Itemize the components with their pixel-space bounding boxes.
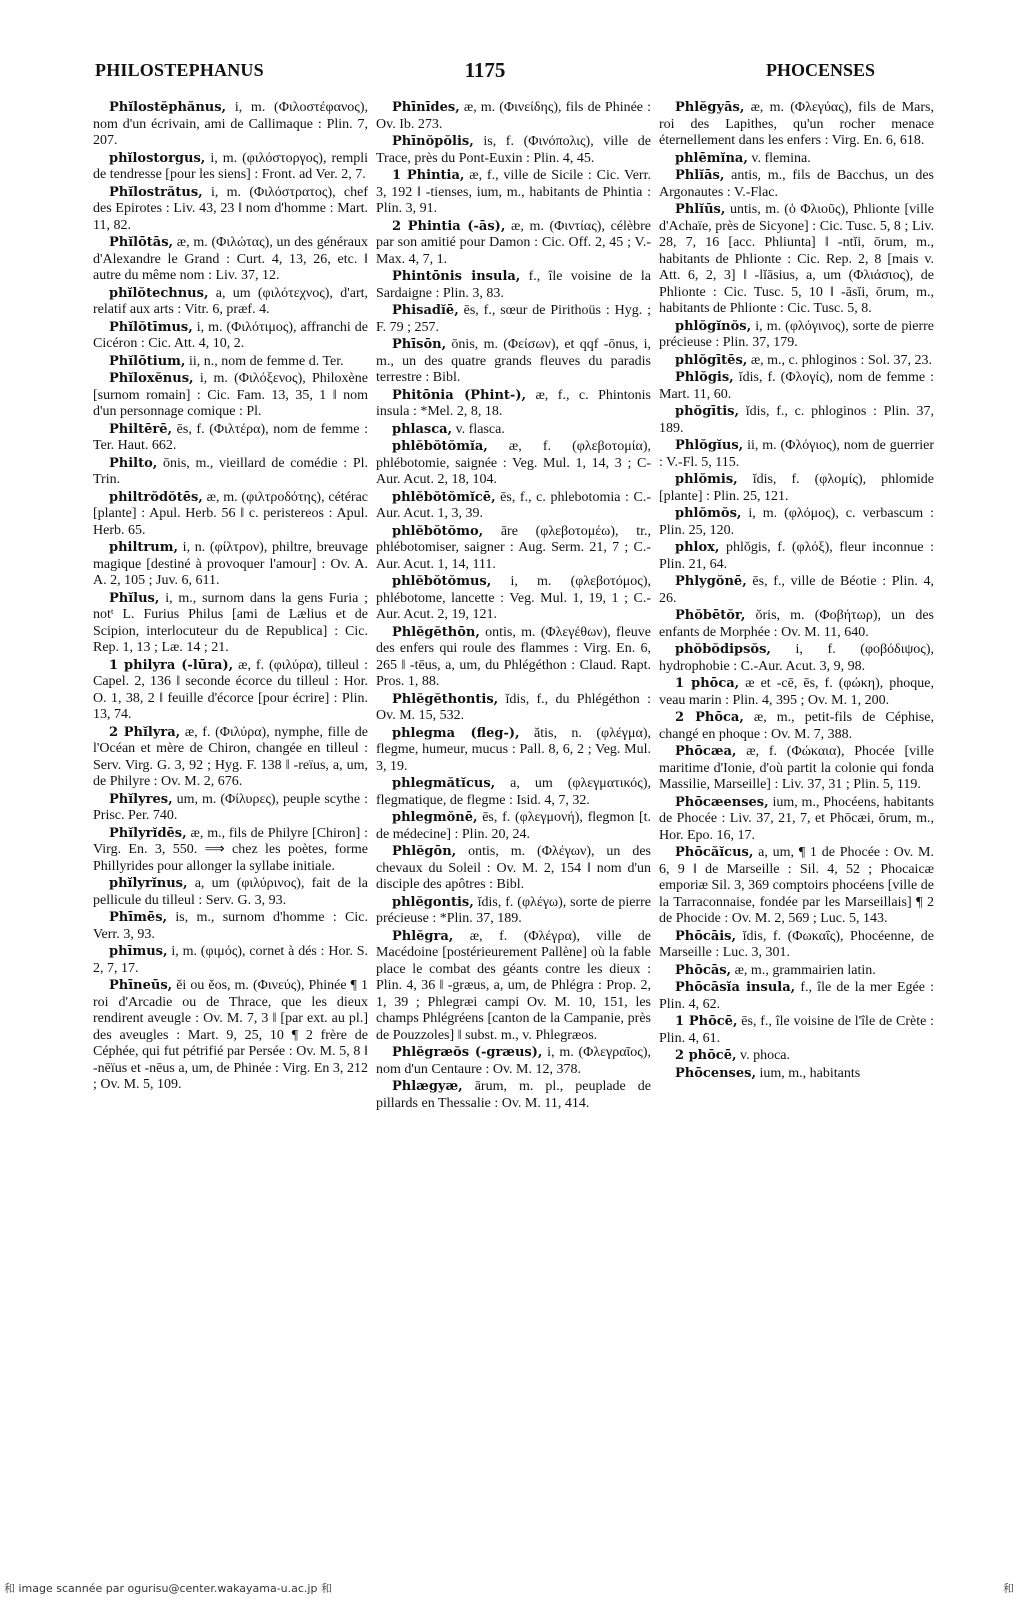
dictionary-entry — [376, 168, 651, 218]
dictionary-entry — [376, 625, 651, 691]
dictionary-entry — [376, 1079, 651, 1112]
dictionary-entry — [659, 472, 934, 505]
entry-definition: ēs, f. (Φιλτέρα), nom de femme : Ter. Haut. 662. — [93, 421, 368, 453]
dictionary-entry — [376, 269, 651, 302]
scan-credit-text: 和 image scannée par ogurisu@center.wakayama-u.ac.jp 和 — [4, 1582, 332, 1595]
dictionary-entry — [376, 810, 651, 843]
entry-definition: ēs, f., c. phlebotomia : C.-Aur. Acut. 1, 3, 39. — [376, 489, 651, 521]
entry-definition: is, f. (Φινόπολις), ville de Trace, près du Pont-Euxin : Plin. 4, 45. — [376, 134, 651, 166]
entry-headword: 1 philyra (-lūra), — [109, 657, 234, 673]
dictionary-entry — [376, 439, 651, 489]
entry-definition: ĭdis, f. (φλέγω), sorte de pierre précieuse : *Plin. 37, 189. — [376, 894, 651, 926]
entry-headword: phlox, — [675, 540, 720, 555]
entry-headword: Phīmēs, — [109, 910, 168, 925]
entry-headword: 1 Phintia, — [392, 168, 465, 183]
dictionary-entry — [659, 319, 934, 352]
entry-headword: Phlĕgĕthontis, — [392, 691, 499, 707]
dictionary-entry — [93, 456, 368, 489]
entry-definition: a, um (φιλύρινος), fait de la pellicule du tilleul : Serv. G. 3, 93. — [93, 876, 368, 908]
dictionary-entry — [659, 100, 934, 150]
entry-definition: a, um (φιλότεχνος), d'art, relatif aux arts : Vitr. 6, præf. 4. — [93, 285, 368, 317]
entry-headword: Phōcāis, — [675, 928, 737, 944]
entry-headword: Phĭlostrătus, — [109, 184, 203, 200]
entry-definition: ontis, m. (Φλέγων), un des chevaux du Soleil : Ov. M. 2, 154 ‖ nom d'un disciple des apôtres : Bibl. — [376, 844, 651, 892]
entry-headword: Phlĕgræŏs (-græus), — [392, 1045, 543, 1060]
entry-headword: 2 Phōca, — [675, 710, 744, 725]
entry-definition: ium, m., habitants — [755, 1065, 861, 1081]
header-first-word: PHILOSTEPHANUS — [95, 60, 264, 80]
entry-definition: i, m. (φλόγινος), sorte de pierre précieuse : Plin. 37, 179. — [659, 318, 934, 350]
column-2 — [376, 100, 651, 1540]
entry-headword: phlĕgontis, — [392, 894, 474, 910]
entry-headword: Phīnŏpŏlis, — [392, 134, 474, 149]
entry-definition: æ, m. (Φιλώτας), un des généraux d'Alexandre le Grand : Curt. 4, 13, 26, etc. ‖ autre du même nom : Liv. 37, 12. — [93, 235, 368, 283]
entry-headword: Phōcāsĭa insula, — [675, 980, 796, 995]
dictionary-entry — [93, 658, 368, 724]
entry-headword: Phōcenses, — [675, 1065, 756, 1081]
entry-definition: æ, m. (Φινείδης), fils de Phinée : Ov. Ib. 273. — [376, 100, 651, 132]
dictionary-entry — [93, 151, 368, 184]
entry-definition: ii, n., nom de femme d. Ter. — [185, 353, 344, 369]
dictionary-entry — [659, 540, 934, 573]
entry-definition: a, um, ¶ 1 de Phocée : Ov. M. 6, 9 ‖ de Marseille : Sil. 4, 52 ; Phocaicæ emporiæ Sil. 3, 369 comptoirs phocéens [ville de la Tarraconnaise, fondée par les Marseillais] ¶ 2 de Phocide : Ov. M. 2, 569 ; Luc. 5, 143. — [659, 845, 934, 926]
entry-definition: ĕi ou ĕos, m. (Φινεύς), Phinée ¶ 1 roi d'Arcadie ou de Thrace, que les dieux rendirent aveugle : Ov. M. 7, 3 ‖ [par ext. au pl.] des aveugles : Mart. 9, 25, 10 ¶ 2 frère de Céphée, qui fut pétrifié par Persée : Ov. M. 5, 8 ‖ -nēïus et -nēus a, um, de Phinée : Virg. En 3, 212 ; Ov. M. 5, 109. — [93, 978, 368, 1092]
dictionary-entry — [376, 1045, 651, 1078]
entry-headword: phlĕbŏtŏmĭa, — [392, 439, 488, 454]
entry-headword: 2 Phĭlyra, — [109, 724, 181, 740]
entry-definition: i, m. (φιλόστοργος), rempli de tendresse [pour les siens] : Front. ad Ver. 2, 7. — [93, 150, 368, 182]
entry-definition: ēs, f., sœur de Pirithoüs : Hyg. ; F. 79 ; 257. — [376, 303, 651, 335]
dictionary-entry — [376, 692, 651, 725]
entry-definition: æ, m. (Φλεγύας), fils de Mars, roi des Lapithes, qu'un rocher menace éternellement dans les enfers : Virg. En. 6, 618. — [659, 100, 934, 148]
dictionary-entry — [93, 826, 368, 876]
column-3 — [659, 100, 934, 1540]
entry-definition: v. flemina. — [747, 150, 811, 166]
dictionary-entry — [659, 1048, 934, 1065]
entry-headword: Phlĭūs, — [675, 202, 726, 217]
dictionary-entry — [376, 134, 651, 167]
dictionary-entry — [659, 676, 934, 709]
entry-definition: i, n. (φίλτρον), philtre, breuvage magique [destiné à provoquer l'amour] : Ov. A. A. 2, 105 ; Juv. 6, 611. — [93, 540, 368, 588]
entry-headword: phĭlyrĭnus, — [109, 876, 188, 891]
entry-headword: Phĭlŏtīmus, — [109, 319, 193, 335]
entry-definition: v. phoca. — [736, 1048, 791, 1063]
entry-definition: i, f. (φοβόδιψος), hydrophobie : C.-Aur. Acut. 3, 9, 98. — [659, 642, 934, 674]
entry-headword: phlegmŏnē, — [392, 810, 478, 825]
entry-headword: phlegma (fleg-), — [392, 725, 520, 741]
entry-headword: Phlŏgis, — [675, 370, 734, 385]
entry-headword: Phĭlus, — [109, 590, 160, 606]
dictionary-entry — [376, 574, 651, 624]
entry-definition: phlŏgis, f. (φλόξ), fleur inconnue : Plin. 21, 64. — [659, 540, 934, 572]
dictionary-entry — [659, 710, 934, 743]
entry-definition: æ, f. (φιλύρα), tilleul : Capel. 2, 136 ‖ seconde écorce du tilleul : Hor. O. 1, 38, 2 ‖ feuille d'écorce [pour écrire] : Plin. 13, 74. — [93, 657, 368, 722]
entry-headword: phlēmĭna, — [675, 150, 748, 166]
entry-headword: phlĕbŏtŏmĭcē, — [392, 489, 496, 505]
entry-definition: f., île de la mer Egée : Plin. 4, 62. — [659, 980, 934, 1012]
entry-definition: ĭdis, f. (Φλογίς), nom de femme : Mart. 11, 60. — [659, 370, 934, 402]
entry-definition: æ, f. (Φλέγρα), ville de Macédoine [postérieurement Pallène] où la fable place le combat des géants contre les dieux : Plin. 4, 36 ‖ -græus, a, um, de Phlégra : Prop. 2, 1, 39 ; Phlegræi campi Ov. M. 10, 151, les champs Phlégréens [canton de la Campanie, près de Pouzzoles] ‖ subst. m., v. Phlegræos. — [376, 928, 651, 1043]
entry-headword: 2 Phintia (-ās), — [392, 218, 506, 234]
entry-headword: Phĭlōtās, — [109, 235, 174, 250]
entry-headword: phlegmătĭcus, — [392, 776, 496, 791]
dictionary-entry — [93, 185, 368, 235]
entry-headword: Phisadĭē, — [392, 303, 459, 318]
dictionary-entry — [93, 876, 368, 909]
dictionary-entry — [376, 337, 651, 387]
entry-headword: phŏgītis, — [675, 404, 740, 419]
entry-headword: 2 phōcē, — [675, 1048, 737, 1063]
entry-headword: philtrŏdŏtēs, — [109, 489, 203, 505]
entry-headword: philtrum, — [109, 540, 179, 555]
dictionary-entry — [659, 929, 934, 962]
entry-definition: ōnis, m. (Φείσων), et qqf -ōnus, i, m., un des quatre grands fleuves du paradis terrestre : Bibl. — [376, 337, 651, 385]
entry-definition: i, m. (Φλεγραῖος), nom d'un Centaure : Ov. M. 12, 378. — [376, 1045, 651, 1077]
dictionary-entry — [93, 591, 368, 657]
dictionary-entry — [93, 725, 368, 791]
entry-definition: ium, m., Phocéens, habitants de Phocée : Liv. 37, 21, 7, et Phōcæi, ōrum, m., Hor. Epo. 16, 17. — [659, 794, 934, 843]
entry-headword: phlŏmis, — [675, 472, 738, 487]
entry-definition: ēs, f., île voisine de l'île de Crète : Plin. 4, 61. — [659, 1014, 934, 1046]
entry-headword: Phōcæa, — [675, 744, 737, 759]
entry-definition: ārum, m. pl., peuplade de pillards en Thessalie : Ov. M. 11, 414. — [376, 1079, 651, 1111]
dictionary-entry — [93, 422, 368, 455]
entry-definition: æ, m. (Φιντίας), célèbre par son amitié pour Damon : Cic. Off. 2, 45 ; V.-Max. 4, 7, 1. — [376, 218, 651, 267]
dictionary-entry — [659, 845, 934, 928]
scan-credit-mark: 和 — [1003, 1582, 1014, 1595]
entry-definition: untis, m. (ὁ Φλιοῦς), Phlionte [ville d'Achaïe, près de Sicyone] : Cic. Tusc. 5, 8 ; Liv. 28, 7, 16 [acc. Phliunta] ‖ -ntĭi, ōrum, m., habitants de Phlionte : Cic. Rep. 2, 8 [mais v. Att. 6, 2, 3] ‖ -lĭāsius, a, um (Φλιάσιος), de Phlionte : Cic. Tusc. 5, 10 ‖ -āsĭi, ōrum, m., habitants de Phlionte : Cic. Tusc. 5, 8. — [659, 202, 934, 316]
entry-headword: Phōcăĭcus, — [675, 845, 754, 860]
entry-definition: i, m. (φιμός), cornet à dés : Hor. S. 2, 7, 17. — [93, 944, 368, 976]
entry-definition: ĭdis, f., du Phlégéthon : Ov. M. 15, 532. — [376, 691, 651, 723]
dictionary-entry — [659, 151, 934, 168]
entry-headword: Phlĭās, — [675, 168, 725, 183]
entry-definition: æ, f. (φλεβοτομία), phlébotomie, saignée : Veg. Mul. 1, 14, 3 ; C-Aur. Acut. 2, 18, 104. — [376, 439, 651, 487]
page-number: 1175 — [464, 58, 506, 82]
entry-definition: i, m., surnom dans la gens Furia ; notᵗ L. Furius Philus [ami de Lælius et de Scipion, interlocuteur du de Republica] : Cic. Rep. 1, 13 ; Læ. 14 ; 21. — [93, 590, 368, 655]
entry-definition: f., île voisine de la Sardaigne : Plin. 3, 83. — [376, 269, 651, 301]
scan-credit-footer — [4, 1580, 1020, 1598]
dictionary-entry — [376, 422, 651, 439]
entry-definition: ontis, m. (Φλεγέθων), fleuve des enfers qui roule des flammes : Virg. En. 6, 265 ‖ -tēus, a, um, du Phlégéthon : Claud. Rapt. Pros. 1, 88. — [376, 624, 651, 689]
dictionary-entry — [376, 100, 651, 133]
entry-headword: Philto, — [109, 455, 158, 471]
entry-definition: i, m. (Φιλοστέφανος), nom d'un écrivain, ami de Callimaque : Plin. 7, 207. — [93, 100, 368, 148]
dictionary-entry — [376, 388, 651, 421]
dictionary-columns — [93, 100, 953, 1540]
entry-definition: ōnis, m., vieillard de comédie : Pl. Trin. — [93, 455, 368, 487]
entry-definition: æ, m., c. phloginos : Sol. 37, 23. — [747, 352, 933, 368]
dictionary-entry — [659, 608, 934, 641]
entry-definition: æ et -cē, ēs, f. (φώκη), phoque, veau marin : Plin. 4, 395 ; Ov. M. 1, 200. — [659, 676, 934, 708]
entry-headword: phlŏgītēs, — [675, 352, 748, 368]
column-1 — [93, 100, 368, 1540]
dictionary-entry — [376, 929, 651, 1045]
entry-definition: æ, m., petit-fils de Céphise, changé en phoque : Ov. M. 7, 388. — [659, 710, 934, 742]
dictionary-entry — [659, 980, 934, 1013]
entry-definition: ēs, f. (φλεγμονή), flegmon [t. de médecine] : Plin. 20, 24. — [376, 810, 651, 842]
entry-definition: ĭdis, f., c. phloginos : Plin. 37, 189. — [659, 404, 934, 436]
entry-headword: Phīsōn, — [392, 337, 447, 352]
entry-headword: Phlĕgyās, — [675, 100, 745, 115]
entry-definition: i, m. (Φιλόξενος), Philoxène [surnom romain] : Cic. Fam. 13, 35, 1 ‖ nom d'un personnage comique : Pl. — [93, 371, 368, 419]
entry-definition: æ, f. (Φώκαια), Phocée [ville maritime d'Ionie, d'où partit la colonie qui fonda Massilie, Marseille] : Liv. 37, 31 ; Plin. 5, 119. — [659, 744, 934, 792]
dictionary-entry — [376, 895, 651, 928]
dictionary-entry — [93, 371, 368, 421]
entry-definition: ēs, f., ville de Béotie : Plin. 4, 26. — [659, 574, 934, 606]
entry-definition: i, m. (Φιλόστρατος), chef des Epirotes : Liv. 43, 23 ‖ nom d'homme : Mart. 11, 82. — [93, 184, 368, 233]
dictionary-entry — [659, 168, 934, 201]
entry-headword: Phlægyæ, — [392, 1079, 463, 1094]
entry-definition: v. flasca. — [452, 421, 505, 437]
dictionary-entry — [659, 963, 934, 980]
entry-headword: phīmus, — [109, 944, 168, 959]
dictionary-entry — [659, 744, 934, 794]
dictionary-entry — [93, 910, 368, 943]
dictionary-entry — [376, 726, 651, 776]
entry-definition: ĭdis, f. (φλομίς), phlomide [plante] : Plin. 25, 121. — [659, 472, 934, 504]
entry-definition: i, m. (φλεβοτόμος), phlébotome, lancette : Veg. Mul. 1, 19, 1 ; C.-Aur. Acut. 2, 19, 121. — [376, 574, 651, 622]
entry-headword: Phĭlyrĭdēs, — [109, 825, 187, 841]
entry-headword: Phlygŏnē, — [675, 574, 747, 589]
entry-headword: phlŏgĭnŏs, — [675, 318, 752, 334]
entry-headword: phĭlŏtechnus, — [109, 285, 209, 301]
entry-headword: Phlĕgra, — [392, 928, 454, 944]
entry-definition: æ, m., fils de Philyre [Chiron] : Virg. En. 3, 550. ⟹ chez les poètes, forme Phillyrides pour allonger la syllabe initiale. — [93, 825, 368, 874]
entry-headword: Phintōnis insula, — [392, 269, 521, 284]
entry-headword: phlĕbŏtŏmo, — [392, 523, 484, 539]
dictionary-entry — [376, 844, 651, 894]
dictionary-entry — [376, 490, 651, 523]
dictionary-entry — [93, 100, 368, 150]
entry-definition: a, um (φλεγματικός), flegmatique, de flegme : Isid. 4, 7, 32. — [376, 776, 651, 808]
dictionary-entry — [93, 944, 368, 977]
dictionary-entry — [93, 320, 368, 353]
entry-definition: æ, f. (Φιλύρα), nymphe, fille de l'Océan et mère de Chiron, changée en tilleul : Serv. Virg. G. 3, 92 ; Hyg. F. 138 ‖ -reïus, a, um, de Philyre : Ov. M. 2, 676. — [93, 724, 368, 789]
dictionary-entry — [93, 540, 368, 590]
entry-headword: Phĭlyres, — [109, 791, 173, 807]
dictionary-entry — [659, 404, 934, 437]
dictionary-entry — [93, 354, 368, 371]
entry-definition: æ, f., ville de Sicile : Cic. Verr. 3, 192 ‖ -tienses, ium, m., habitants de Phintia : Plin. 3, 91. — [376, 168, 651, 216]
dictionary-entry — [659, 506, 934, 539]
dictionary-entry — [659, 795, 934, 845]
dictionary-entry — [659, 202, 934, 318]
entry-headword: phlĕbŏtŏmus, — [392, 574, 492, 589]
page-header — [95, 60, 875, 88]
entry-headword: Phitōnia (Phint-), — [392, 387, 526, 403]
entry-definition: æ, m., grammairien latin. — [731, 962, 876, 978]
entry-headword: phlŏmŏs, — [675, 506, 742, 521]
entry-headword: Phŏbētŏr, — [675, 608, 746, 623]
entry-headword: Phĭloxĕnus, — [109, 371, 194, 386]
entry-headword: Phĭlostĕphănus, — [109, 100, 227, 115]
entry-definition: ătis, n. (φλέγμα), flegme, humeur, mucus : Pall. 8, 6, 2 ; Veg. Mul. 3, 19. — [376, 725, 651, 774]
dictionary-entry — [659, 370, 934, 403]
header-last-word: PHOCENSES — [765, 60, 875, 80]
entry-definition: ĭdis, f. (Φωκαΐς), Phocéenne, de Marseille : Luc. 3, 301. — [659, 928, 934, 960]
dictionary-entry — [659, 353, 934, 370]
entry-definition: um, m. (Φίλυρες), peuple scythe : Prisc. Per. 740. — [93, 791, 368, 823]
entry-headword: Phōcās, — [675, 962, 732, 978]
entry-headword: Phĭlōtium, — [109, 353, 186, 369]
entry-headword: phlasca, — [392, 421, 453, 437]
entry-headword: phĭlostorgus, — [109, 150, 206, 166]
entry-headword: Phīnīdes, — [392, 100, 460, 115]
entry-definition: antis, m., fils de Bacchus, un des Argonautes : V.-Flac. — [659, 168, 934, 200]
dictionary-entry — [376, 776, 651, 809]
dictionary-entry — [659, 1014, 934, 1047]
dictionary-entry — [659, 1066, 934, 1083]
entry-definition: āre (φλεβοτομέω), tr., phlébotomiser, saigner : Aug. Serm. 21, 7 ; C.-Aur. Acut. 1, 14, 111. — [376, 523, 651, 572]
entry-headword: Philtērē, — [109, 421, 173, 437]
entry-headword: Phīneūs, — [109, 978, 173, 993]
entry-headword: Phlŏgĭus, — [675, 438, 744, 453]
entry-definition: is, m., surnom d'homme : Cic. Verr. 3, 93. — [93, 910, 368, 942]
dictionary-entry — [659, 574, 934, 607]
entry-headword: phŏbŏdipsŏs, — [675, 642, 771, 657]
dictionary-entry — [376, 219, 651, 269]
entry-headword: Phōcæenses, — [675, 794, 769, 810]
entry-definition: i, m. (Φιλότιμος), affranchi de Cicéron : Cic. Att. 4, 10, 2. — [93, 319, 368, 351]
dictionary-entry — [659, 642, 934, 675]
entry-headword: 1 phōca, — [675, 676, 740, 691]
dictionary-entry — [376, 303, 651, 336]
dictionary-entry — [93, 978, 368, 1094]
dictionary-entry — [376, 524, 651, 574]
dictionary-entry — [93, 490, 368, 540]
dictionary-entry — [93, 286, 368, 319]
entry-headword: Phlĕgĕthōn, — [392, 624, 480, 640]
entry-headword: Phlĕgōn, — [392, 844, 457, 859]
entry-headword: 1 Phōcē, — [675, 1014, 738, 1029]
entry-definition: ii, m. (Φλόγιος), nom de guerrier : V.-Fl. 5, 115. — [659, 438, 934, 470]
entry-definition: æ, f., c. Phintonis insula : *Mel. 2, 8, 18. — [376, 387, 651, 419]
dictionary-entry — [93, 235, 368, 285]
entry-definition: ŏris, m. (Φοβήτωρ), un des enfants de Morphée : Ov. M. 11, 640. — [659, 608, 934, 640]
dictionary-entry — [659, 438, 934, 471]
entry-definition: i, m. (φλόμος), c. verbascum : Plin. 25, 120. — [659, 506, 934, 538]
dictionary-entry — [93, 792, 368, 825]
entry-definition: æ, m. (φιλτροδότης), cétérac [plante] : Apul. Herb. 56 ‖ c. peristereos : Apul. Herb. 65. — [93, 489, 368, 538]
